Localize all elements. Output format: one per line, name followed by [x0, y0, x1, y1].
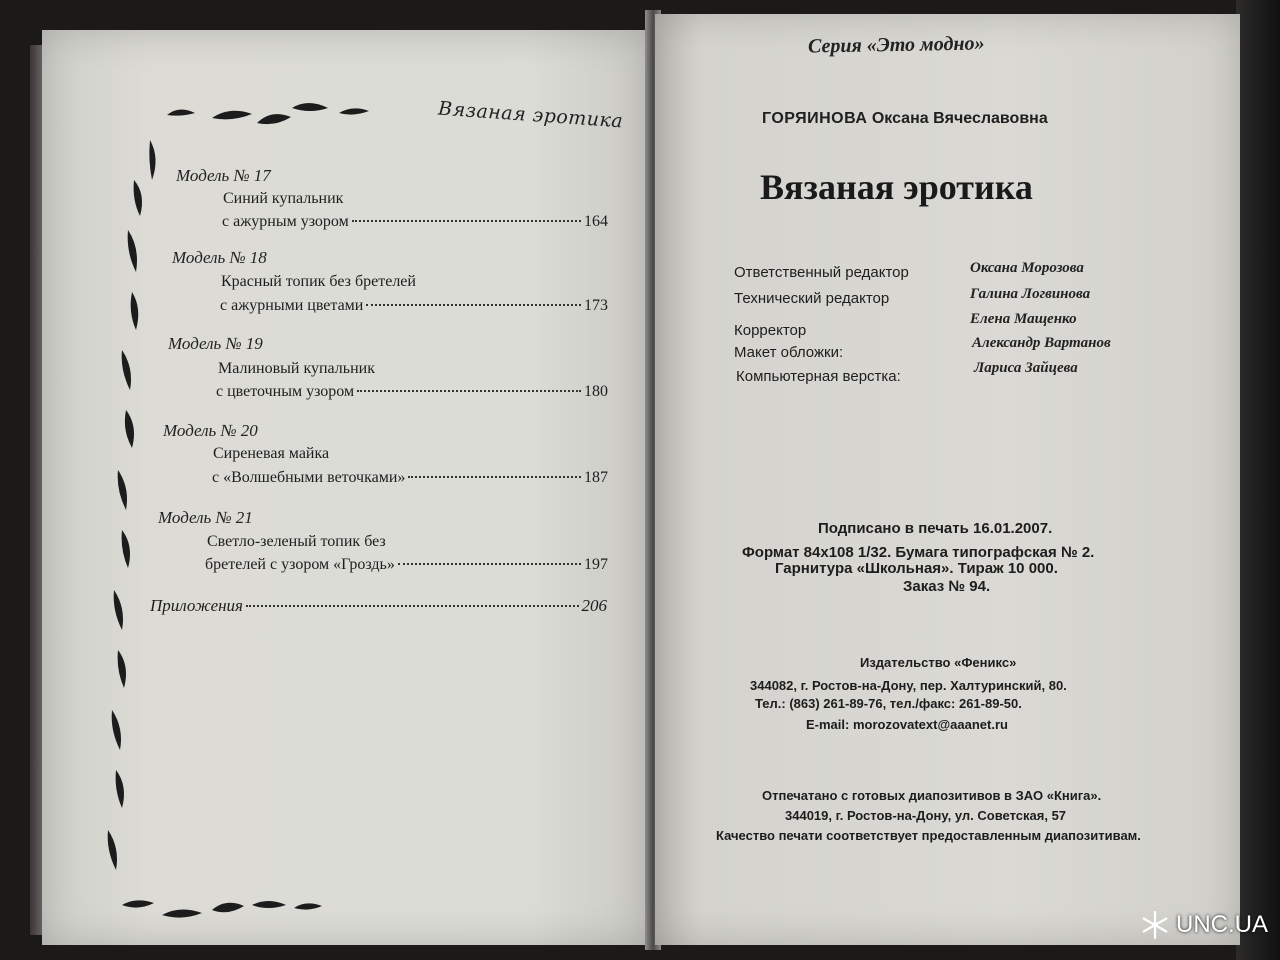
author-given-name: Оксана Вячеславовна — [871, 110, 1048, 127]
publisher-line: Тел.: (863) 261-89-76, тел./факс: 261-89-50. — [755, 696, 1022, 711]
credit-name: Оксана Морозова — [970, 260, 1084, 276]
book-cover-edge-right — [1236, 0, 1280, 960]
toc-model-label: Модель № 19 — [168, 334, 263, 353]
toc-entry-row — [205, 556, 608, 574]
author-surname: ГОРЯИНОВА — [762, 110, 868, 127]
toc-entry-row — [222, 213, 608, 231]
toc-page-number: 180 — [584, 383, 608, 400]
toc-leader-dots — [398, 563, 581, 565]
credit-role: Ответственный редактор — [734, 264, 909, 281]
credit-role: Корректор — [734, 322, 807, 339]
toc-page-number: 197 — [584, 556, 608, 573]
toc-entry-line: Малиновый купальник — [218, 360, 375, 377]
watermark — [1140, 910, 1268, 940]
toc-model-label: Модель № 20 — [163, 421, 258, 440]
print-info-line: Заказ № 94. — [903, 578, 991, 595]
series-name: Серия «Это модно» — [807, 32, 985, 58]
credit-name: Лариса Зайцева — [974, 360, 1078, 376]
credit-name: Галина Логвинова — [970, 286, 1091, 302]
print-info-line: Гарнитура «Школьная». Тираж 10 000. — [775, 560, 1058, 577]
toc-entry-row — [212, 469, 608, 487]
toc-entry-line: Сиреневая майка — [213, 445, 330, 462]
credit-role: Макет обложки: — [734, 344, 844, 361]
toc-appendix-label: Приложения — [150, 596, 243, 615]
publisher-line: 344082, г. Ростов-на-Дону, пер. Халтуринский, 80. — [750, 678, 1067, 693]
toc-entry-text: с ажурными цветами — [220, 297, 364, 314]
print-info-line: Формат 84x108 1/32. Бумага типографская № 2. — [742, 544, 1095, 561]
printer-line: 344019, г. Ростов-на-Дону, ул. Советская, 57 — [785, 808, 1067, 823]
toc-entry-text: бретелей с узором «Гроздь» — [205, 556, 395, 573]
left-page-running-head: Вязаная эротика — [437, 97, 624, 133]
author-name — [762, 110, 1048, 128]
printer-line: Качество печати соответствует предоставленным диапозитивам. — [716, 828, 1141, 843]
toc-entry-line: Синий купальник — [223, 190, 344, 207]
book-title: Вязаная эротика — [760, 167, 1033, 207]
credit-role: Компьютерная верстка: — [736, 368, 901, 385]
print-info-line: Подписано в печать 16.01.2007. — [818, 520, 1053, 537]
toc-page-number: 164 — [584, 213, 608, 230]
toc-model-label: Модель № 18 — [172, 248, 267, 267]
toc-appendix-row — [150, 596, 607, 616]
toc-entry-line: Светло-зеленый топик без — [207, 533, 386, 550]
toc-page-number: 206 — [581, 596, 607, 615]
toc-entry-text: с ажурным узором — [222, 213, 349, 230]
toc-model-label: Модель № 21 — [158, 508, 253, 527]
toc-entry-row — [220, 297, 608, 315]
toc-entry-row — [216, 383, 608, 401]
toc-page-number: 187 — [584, 469, 608, 486]
publisher-line: Издательство «Феникс» — [860, 655, 1017, 670]
toc-entry-text: с «Волшебными веточками» — [212, 469, 406, 486]
publisher-email: E-mail: morozovatext@aaanet.ru — [806, 717, 1008, 732]
toc-model-label: Модель № 17 — [176, 166, 271, 185]
right-page — [655, 14, 1240, 945]
toc-leader-dots — [352, 220, 581, 222]
toc-entry-text: с цветочным узором — [216, 383, 355, 400]
snowflake-icon — [1140, 910, 1170, 940]
toc-leader-dots — [408, 476, 581, 478]
watermark-text: UNC.UA — [1175, 911, 1268, 938]
credit-name: Елена Мащенко — [970, 311, 1077, 327]
credit-name: Александр Вартанов — [972, 335, 1111, 351]
credit-role: Технический редактор — [734, 290, 890, 307]
toc-leader-dots — [357, 390, 581, 392]
printer-line: Отпечатано с готовых диапозитивов в ЗАО «Книга». — [762, 788, 1102, 803]
toc-leader-dots — [366, 304, 581, 306]
toc-leader-dots — [246, 605, 579, 607]
toc-entry-line: Красный топик без бретелей — [221, 273, 416, 290]
toc-page-number: 173 — [584, 297, 608, 314]
